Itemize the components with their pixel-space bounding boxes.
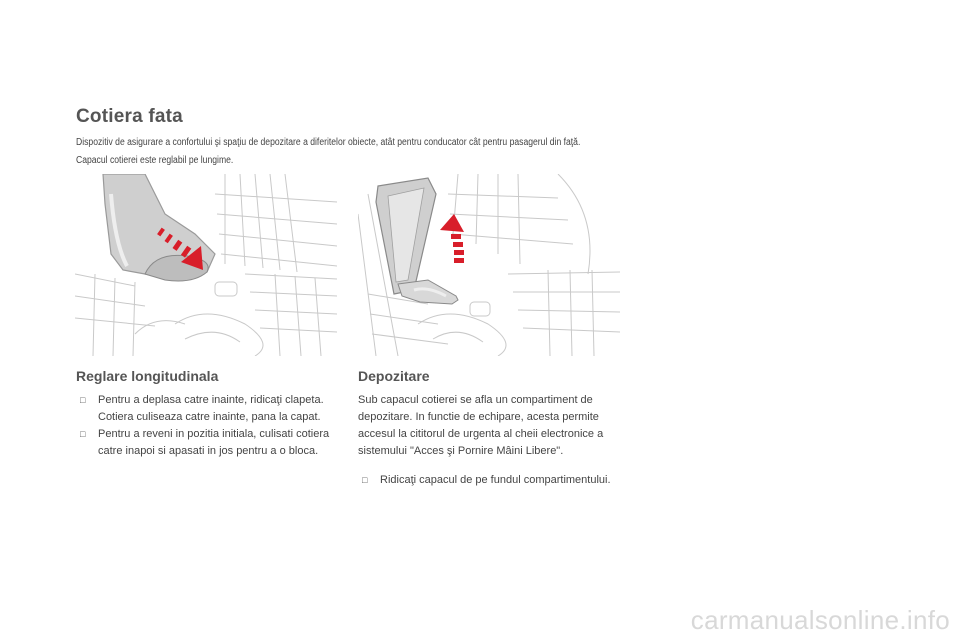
section-heading-storage: Depozitare xyxy=(358,368,430,384)
storage-steps-list xyxy=(362,472,617,489)
watermark: carmanualsonline.info xyxy=(690,605,950,635)
intro-text xyxy=(76,134,592,170)
page-title: Cotiera fata xyxy=(76,106,183,127)
checkbox-bullet-icon: □ xyxy=(80,395,86,405)
armrest-slide-drawing xyxy=(75,174,337,356)
section-heading-longitudinal: Reglare longitudinala xyxy=(76,368,219,384)
storage-description: Sub capacul cotierei se afla un compartiment de depozitare. In functie de echipare, acesta permite accesul la cititorul de urgenta al cheii electronice a sistemului "Acces şi Pornire Mâini Libere". xyxy=(358,394,604,457)
intro-line: Capacul cotierei este reglabil pe lungime. xyxy=(76,155,234,166)
list-item-text: Pentru a deplasa catre inainte, ridicaţi clapeta. Cotiera culiseaza catre inainte, pana la capat. xyxy=(98,394,324,423)
list-item xyxy=(80,392,335,426)
armrest-storage-illustration xyxy=(358,174,620,356)
list-item-text: Ridicaţi capacul de pe fundul compartimentului. xyxy=(380,474,611,486)
checkbox-bullet-icon: □ xyxy=(80,429,86,439)
armrest-slide-illustration xyxy=(75,174,337,356)
intro-line: Dispozitiv de asigurare a confortului şi spaţiu de depozitare a diferitelor obiecte, atât pentru conducator cât pentru pasagerul din faţă. xyxy=(76,137,581,148)
list-item xyxy=(80,426,335,460)
checkbox-bullet-icon: □ xyxy=(362,475,368,485)
list-item xyxy=(362,472,617,489)
longitudinal-steps-list xyxy=(80,392,335,460)
armrest-storage-drawing xyxy=(358,174,620,356)
list-item-text: Pentru a reveni in pozitia initiala, culisati cotiera catre inapoi si apasati in jos pentru a o bloca. xyxy=(98,428,330,457)
